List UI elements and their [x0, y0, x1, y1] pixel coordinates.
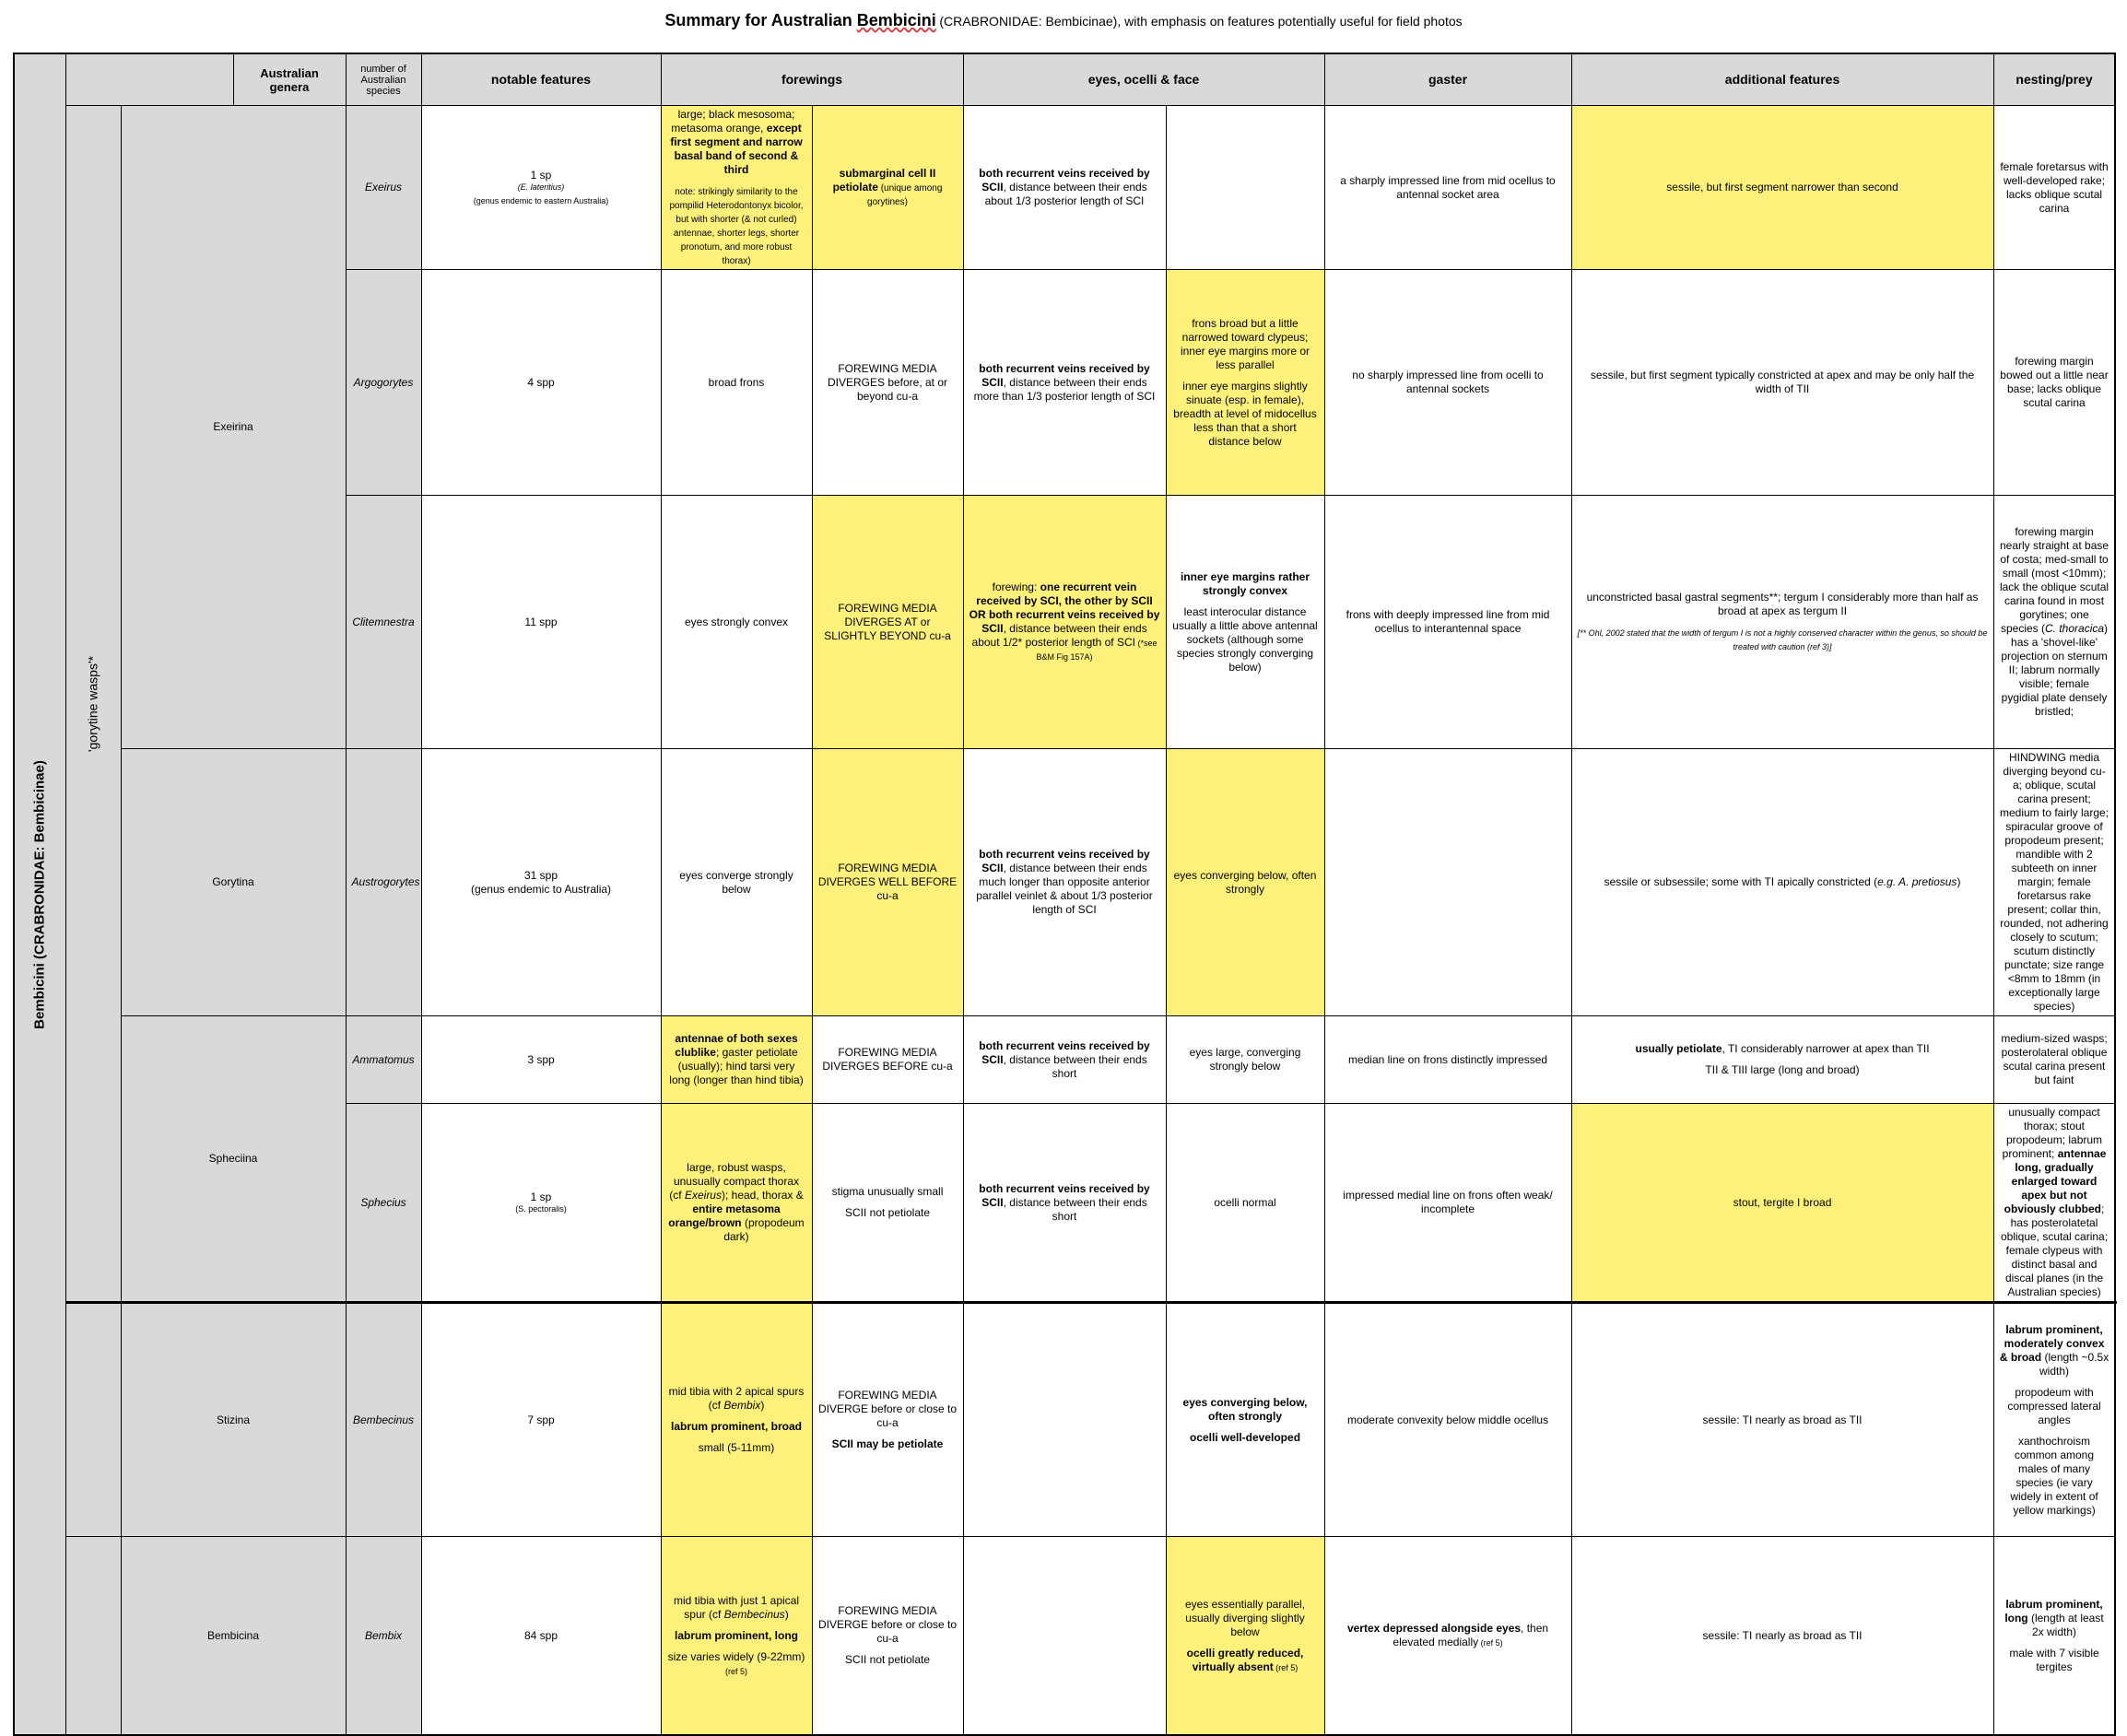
additional-text: ; has posterolatetal oblique, scutal carina; female clypeus with distinct basal and discal planes (in the Australian species)	[2000, 1202, 2109, 1298]
eyes-cell: eyes large, converging strongly below	[1166, 1016, 1324, 1104]
notable-cell: eyes converge strongly below	[661, 749, 812, 1016]
title-prefix: Summary for Australian	[664, 11, 857, 29]
group-blank	[65, 1537, 121, 1736]
header-additional: additional features	[1571, 53, 1993, 106]
genus-bembix: Bembix	[346, 1537, 421, 1736]
eyes-text: least interocular distance usually a little above antennal sockets (although some species strongly converging below)	[1172, 604, 1318, 674]
forewing-veins-cell	[963, 1303, 1166, 1537]
notable-cell	[661, 1537, 812, 1736]
eyes-text: inner eye margins slightly sinuate (esp. in female), breadth at level of midocellus less than that a short distance below	[1173, 379, 1317, 448]
forewing-text-bold: both recurrent veins received by SCII	[979, 1038, 1150, 1066]
eyes-cell	[1166, 1537, 1324, 1736]
additional-text: (length at least 2x width)	[2027, 1611, 2104, 1638]
forewing-text-bold: both recurrent veins received by SCII	[979, 848, 1150, 874]
additional-text: forewing margin nearly straight at base of costa; med-small to small (most <10mm); lack the oblique scutal carina found in most gorytines; one species (	[1999, 525, 2109, 635]
group-cell	[65, 106, 121, 1303]
table-row	[14, 1016, 2115, 1104]
gaster-text-bold: usually petiolate	[1635, 1042, 1722, 1055]
header-forewings: forewings	[661, 53, 963, 106]
notable-text: ; gaster petiolate (usually); hind tarsi very long (longer than hind tibia)	[669, 1046, 804, 1086]
title-tribe: Bembicini	[856, 11, 936, 29]
header-genera: Australian genera	[233, 53, 346, 106]
table-row	[14, 749, 2115, 1016]
species-count: 84 spp	[421, 1537, 661, 1736]
species-note: (genus endemic to Australia)	[470, 882, 612, 896]
notable-cell	[661, 1104, 812, 1303]
forewing-text-bold: one recurrent vein received by SCI, the other by SCII OR both recurrent veins received by SCII	[969, 581, 1160, 635]
gaster-cell	[1571, 496, 1993, 749]
notable-text: mid tibia with just 1 apical spur (cf	[673, 1593, 800, 1621]
eyes-cell	[1166, 1303, 1324, 1537]
title-family: (CRABRONIDAE: Bembicinae)	[939, 14, 1118, 29]
genus-clitemnestra: Clitemnestra	[346, 496, 421, 749]
gaster-note: [** Ohl, 2002 stated that the width of tergum I is not a highly conserved character within the genus, so should be treated with caution (ref 3)]	[1577, 628, 1988, 651]
species-count	[421, 1104, 661, 1303]
header-nesting: nesting/prey	[1993, 53, 2115, 106]
gaster-text: )	[1957, 875, 1961, 888]
notable-text: mid tibia with 2 apical spurs (cf	[668, 1385, 805, 1412]
face-text-bold: vertex depressed alongside eyes	[1346, 1622, 1522, 1635]
additional-cell	[1993, 1537, 2115, 1736]
additional-cell	[1993, 1303, 2115, 1537]
notable-text: small (5-11mm)	[698, 1441, 775, 1454]
species-count-value: 1 sp	[530, 169, 552, 182]
notable-text: (propodeum dark)	[723, 1216, 805, 1243]
gaster-text: , TI considerably narrower at apex than TII	[1722, 1042, 1930, 1055]
forewing-text: , distance between their ends about 1/3 posterior length of SCI	[984, 181, 1147, 207]
additional-cell: medium-sized wasps; posterolateral oblique scutal carina present but faint	[1993, 1016, 2115, 1104]
notable-text-italic: Bembecinus	[723, 1607, 785, 1621]
notable-text: ); head, thorax &	[721, 1189, 804, 1202]
eyes-text-bold: ocelli well-developed	[1189, 1430, 1301, 1444]
additional-text-bold: labrum prominent, long	[2004, 1597, 2103, 1625]
face-cell: frons with deeply impressed line from mid ocellus to interantennal space	[1324, 496, 1571, 749]
forewing-media-cell	[812, 106, 963, 270]
forewing-text-bold: SCII may be petiolate	[831, 1437, 944, 1450]
subtribe-stizina: Stizina	[121, 1303, 346, 1537]
gaster-cell	[1571, 1016, 1993, 1104]
notable-cell	[661, 1303, 812, 1537]
face-text: , then elevated medially	[1393, 1622, 1549, 1648]
gaster-cell: sessile, but first segment typically constricted at apex and may be only half the width of TII	[1571, 270, 1993, 496]
forewing-media-cell: FOREWING MEDIA DIVERGES before, at or beyond cu-a	[812, 270, 963, 496]
eyes-text-bold: eyes converging below, often strongly	[1182, 1395, 1308, 1423]
additional-cell	[1993, 1104, 2115, 1303]
genus-sphecius: Sphecius	[346, 1104, 421, 1303]
face-cell	[1324, 1537, 1571, 1736]
species-count: 3 spp	[421, 1016, 661, 1104]
header-eyes: eyes, ocelli & face	[963, 53, 1324, 106]
species-count: 11 spp	[421, 496, 661, 749]
species-count-value: 31 spp	[523, 868, 558, 882]
forewing-media-cell: FOREWING MEDIA DIVERGES AT or SLIGHTLY BEYOND cu-a	[812, 496, 963, 749]
tribe-cell	[14, 53, 65, 1735]
forewing-media-cell: FOREWING MEDIA DIVERGES BEFORE cu-a	[812, 1016, 963, 1104]
additional-cell: HINDWING media diverging beyond cu-a; oblique, scutal carina present; medium to fairly large; spiracular groove of propodeum present; mandible with 2 subteeth on inner margin; female foretarsus rake present; collar thin, rounded, not adhering closely to scutum; scutum distinctly punctate; size range <8mm to 18mm (in exceptionally large species)	[1993, 749, 2115, 1016]
notable-cell	[661, 106, 812, 270]
forewing-veins-cell	[963, 1016, 1166, 1104]
title-subtitle: , with emphasis on features potentially useful for field photos	[1117, 14, 1463, 29]
header-gaster: gaster	[1324, 53, 1571, 106]
table-row	[14, 1303, 2115, 1537]
eyes-cell: eyes converging below, often strongly	[1166, 749, 1324, 1016]
tribe-label: Bembicini (CRABRONIDAE: Bembicinae)	[31, 759, 48, 1029]
additional-cell: female foretarsus with well-developed rake; lacks oblique scutal carina	[1993, 106, 2115, 270]
forewing-media-cell	[812, 1104, 963, 1303]
subtribe-gorytina: Gorytina	[121, 749, 346, 1016]
additional-text: unusually compact thorax; stout propodeum; labrum prominent;	[2002, 1106, 2103, 1160]
gaster-text: sessile or subsessile; some with TI apically constricted (	[1604, 875, 1878, 888]
forewing-text: , distance between their ends short	[1003, 1052, 1147, 1080]
page-title	[0, 9, 2127, 33]
species-count	[421, 106, 661, 270]
genus-argogorytes: Argogorytes	[346, 270, 421, 496]
face-cell	[1324, 749, 1571, 1016]
eyes-cell	[1166, 106, 1324, 270]
notable-note: note: strikingly similarity to the pompilid Heterodontonyx bicolor, but with shorter (& not curled) antennae, shorter legs, shorter pronotum, and more robust thorax)	[669, 187, 804, 266]
notable-text-bold: labrum prominent, long	[675, 1628, 798, 1642]
face-note: (ref 5)	[1478, 1638, 1503, 1648]
forewing-text-bold: submarginal cell II petiolate	[832, 167, 936, 194]
notable-text: size varies widely (9-22mm)	[667, 1649, 805, 1663]
notable-cell	[661, 1016, 812, 1104]
additional-text-italic: C. thoracica	[2045, 622, 2105, 635]
species-note: (E. lateritius)	[517, 182, 565, 192]
forewing-text: SCII not petiolate	[844, 1653, 931, 1666]
notable-text-bold: labrum prominent, broad	[670, 1420, 802, 1433]
additional-text: (length ~0.5x width)	[2039, 1350, 2109, 1378]
species-note: (genus endemic to eastern Australia)	[473, 196, 609, 205]
notable-text-italic: Bembix	[723, 1399, 761, 1412]
gaster-text-italic: e.g. A. pretiosus	[1877, 875, 1957, 888]
additional-text: male with 7 visible tergites	[2009, 1646, 2099, 1673]
notable-text-bold: except first segment and narrow basal band of second & third	[670, 122, 803, 176]
species-note: (S. pectoralis)	[515, 1204, 567, 1214]
additional-text-bold: antennae long, gradually enlarged toward apex but not obviously clubbed	[2004, 1147, 2107, 1215]
notable-text: )	[784, 1607, 789, 1621]
face-cell: impressed medial line on frons often weak/ incomplete	[1324, 1104, 1571, 1303]
header-row	[14, 53, 2115, 106]
forewing-text: stigma unusually small	[831, 1185, 944, 1198]
forewing-text: forewing:	[992, 581, 1040, 593]
forewing-veins-cell	[963, 1104, 1166, 1303]
notable-cell: broad frons	[661, 270, 812, 496]
forewing-media-cell: FOREWING MEDIA DIVERGES WELL BEFORE cu-a	[812, 749, 963, 1016]
eyes-text-bold: inner eye margins rather strongly convex	[1180, 569, 1310, 597]
forewing-veins-cell	[963, 749, 1166, 1016]
genus-exeirus: Exeirus	[346, 106, 421, 270]
face-cell: no sharply impressed line from ocelli to antennal sockets	[1324, 270, 1571, 496]
forewing-veins-cell	[963, 496, 1166, 749]
gaster-cell: stout, tergite I broad	[1571, 1104, 1993, 1303]
header-num-species: number of Australian species	[346, 53, 421, 106]
forewing-veins-cell	[963, 106, 1166, 270]
notable-text-italic: Exeirus	[684, 1189, 722, 1202]
notable-text-bold: entire metasoma orange/brown	[668, 1202, 781, 1229]
species-count: 4 spp	[421, 270, 661, 496]
notable-note: (ref 5)	[724, 1666, 747, 1676]
species-count-value: 1 sp	[530, 1191, 552, 1203]
forewing-text: , distance between their ends short	[1003, 1195, 1147, 1223]
gaster-text: TII & TIII large (long and broad)	[1705, 1063, 1860, 1076]
forewing-text-bold: both recurrent veins received by SCII	[979, 167, 1150, 194]
notable-text: )	[760, 1399, 765, 1412]
face-cell: median line on frons distinctly impressed	[1324, 1016, 1571, 1104]
forewing-veins-cell	[963, 1537, 1166, 1736]
additional-text: xanthochroism common among males of many species (ie vary widely in extent of yellow markings)	[2010, 1434, 2098, 1517]
gaster-cell: sessile, but first segment narrower than second	[1571, 106, 1993, 270]
genus-ammatomus: Ammatomus	[346, 1016, 421, 1104]
eyes-text: eyes essentially parallel, usually diverging slightly below	[1184, 1597, 1306, 1638]
table-row	[14, 1537, 2115, 1736]
additional-cell: forewing margin bowed out a little near base; lacks oblique scutal carina	[1993, 270, 2115, 496]
species-count	[421, 749, 661, 1016]
eyes-text: frons broad but a little narrowed toward clypeus; inner eye margins more or less parallel	[1180, 316, 1310, 371]
additional-cell	[1993, 496, 2115, 749]
notable-cell: eyes strongly convex	[661, 496, 812, 749]
forewing-media-cell	[812, 1537, 963, 1736]
eyes-cell: ocelli normal	[1166, 1104, 1324, 1303]
gaster-cell: sessile: TI nearly as broad as TII	[1571, 1303, 1993, 1537]
face-cell: moderate convexity below middle ocellus	[1324, 1303, 1571, 1537]
species-count: 7 spp	[421, 1303, 661, 1537]
forewing-media-cell	[812, 1303, 963, 1537]
gaster-text: unconstricted basal gastral segments**; tergum I considerably more than half as broad at apex as tergum II	[1586, 591, 1979, 617]
eyes-text-bold: ocelli greatly reduced, virtually absent	[1186, 1646, 1304, 1673]
forewing-text: , distance between their ends about 1/2* posterior length of SCI	[971, 622, 1147, 649]
notable-text-bold: antennae of both sexes clublike	[675, 1032, 798, 1059]
forewing-text: FOREWING MEDIA DIVERGE before or close to cu-a	[817, 1604, 958, 1645]
forewing-veins-cell	[963, 270, 1166, 496]
forewing-text-bold: both recurrent veins received by SCII	[979, 1181, 1150, 1209]
forewing-text: , distance between their ends more than 1/3 posterior length of SCI	[973, 375, 1156, 403]
summary-table	[13, 53, 2116, 1736]
face-cell: a sharply impressed line from mid ocellus to antennal socket area	[1324, 106, 1571, 270]
group-blank	[65, 1303, 121, 1537]
notable-text: large; black mesosoma; metasoma orange,	[671, 108, 795, 135]
gaster-cell: sessile: TI nearly as broad as TII	[1571, 1537, 1993, 1736]
eyes-cell	[1166, 496, 1324, 749]
genus-bembecinus: Bembecinus	[346, 1303, 421, 1537]
additional-text-bold: labrum prominent, moderately convex & broad	[1999, 1322, 2105, 1364]
gaster-cell	[1571, 749, 1993, 1016]
subtribe-exeirina: Exeirina	[121, 106, 346, 749]
header-blank	[65, 53, 233, 106]
additional-text: propodeum with compressed lateral angles	[2007, 1385, 2101, 1426]
subtribe-bembicina: Bembicina	[121, 1537, 346, 1736]
genus-austrogorytes: Austrogorytes	[346, 749, 421, 1016]
notable-text: large, robust wasps, unusually compact thorax (cf	[669, 1161, 800, 1202]
group-label: 'gorytine wasps'*	[85, 655, 100, 752]
forewing-text: SCII not petiolate	[844, 1206, 931, 1219]
forewing-text-bold: both recurrent veins received by SCII	[979, 361, 1150, 389]
forewing-text: , distance between their ends much longer than opposite anterior parallel veinlet & about 1/3 posterior length of SCI	[976, 862, 1153, 916]
header-notable: notable features	[421, 53, 661, 106]
subtribe-spheciina: Spheciina	[121, 1016, 346, 1303]
eyes-note: (ref 5)	[1273, 1662, 1299, 1672]
eyes-cell	[1166, 270, 1324, 496]
forewing-text: FOREWING MEDIA DIVERGE before or close to cu-a	[817, 1389, 958, 1429]
forewing-note: (unique among gorytines)	[867, 183, 943, 207]
additional-text: ) has a 'shovel-like' projection on sternum II; labrum normally visible; female pygidial plate densely bristled;	[2001, 622, 2109, 718]
table-row	[14, 106, 2115, 270]
forewing-note: (*see B&M Fig 157A)	[1036, 639, 1158, 662]
